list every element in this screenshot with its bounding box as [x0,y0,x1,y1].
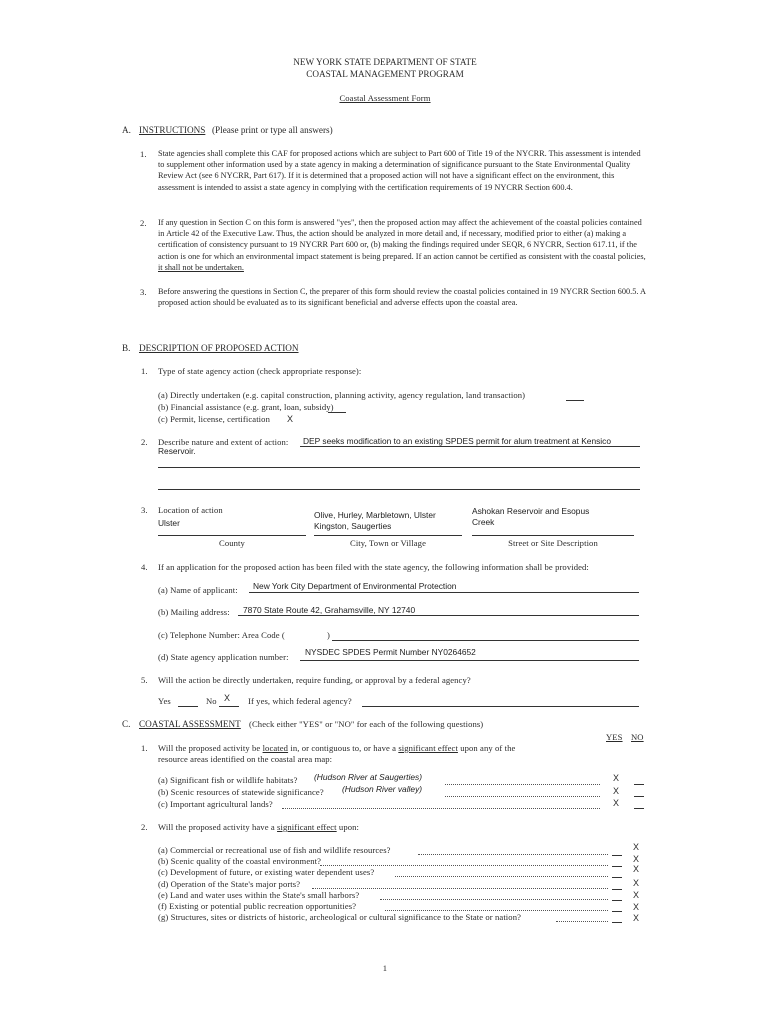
c1-number: 1. [141,743,148,753]
leader-dots [385,910,608,911]
instruction-1-text: State agencies shall complete this CAF for proposed actions which are subject to Part 600 of Title 19 of the NYCRR. This assessment is intended to supplement other information used by a state agency in making a determination of significance pursuant to the State Environmental Quality Review Act (see 6 NYCRR, Part 617). If it is determined that a proposed action will not have a significant effect on the environment, this assessment is intended to assist a state agency in complying with the certification requirements of 19 NYCRR Section 600.4. [158,149,641,192]
leader-dots [320,865,608,866]
b3-city-line [314,535,462,536]
b5-number: 5. [141,675,148,685]
c2f-no-mark[interactable]: X [633,902,640,912]
c1a-no-blank[interactable] [634,784,644,785]
b2-question: Describe nature and extent of action: [158,437,289,447]
b4d-application-number-value[interactable]: NYSDEC SPDES Permit Number NY0264652 [305,647,476,657]
c1-text-post: upon any of the [460,743,516,753]
b3-street-value-line1[interactable]: Ashokan Reservoir and Esopus [472,506,590,516]
c2e-no-mark[interactable]: X [633,890,640,900]
b3-city-value-line2[interactable]: Kingston, Saugerties [314,521,392,531]
b1c-option: (c) Permit, license, certification [158,414,270,424]
instruction-2-paragraph [158,217,646,273]
c1c-yes-mark[interactable]: X [613,798,620,808]
b3-city-label: City, Town or Village [349,538,426,548]
c2f-yes-blank[interactable] [612,911,622,912]
c2a-label: (a) Commercial or recreational use of fish and wildlife resources? [158,845,391,855]
c1b-note[interactable]: (Hudson River valley) [342,784,423,794]
b2-blank-line[interactable] [158,489,640,490]
leader-dots [445,784,600,785]
b4d-label: (d) State agency application number: [158,652,289,662]
c1b-label: (b) Scenic resources of statewide significance? [158,787,324,797]
c1a-yes-mark[interactable]: X [613,773,620,783]
header-department: NEW YORK STATE DEPARTMENT OF STATE [293,57,477,67]
c2g-no-mark[interactable]: X [633,913,640,923]
leader-dots [556,921,608,922]
b3-question: Location of action [158,505,223,515]
c1c-label: (c) Important agricultural lands? [158,799,273,809]
c2d-label: (d) Operation of the State's major ports? [158,879,301,889]
leader-dots [380,899,608,900]
c1a-label: (a) Significant fish or wildlife habitats? [158,775,298,785]
c1c-no-blank[interactable] [634,808,644,809]
c2-text-pre: Will the proposed activity have a [158,822,275,832]
c2b-yes-blank[interactable] [612,866,622,867]
b2-answer-line1[interactable]: DEP seeks modification to an existing SPDES permit for alum treatment at Kensico [303,436,611,446]
b5-no-check-mark[interactable]: X [224,693,231,703]
b1a-blank[interactable] [566,400,584,401]
b2-answer-line2[interactable]: Reservoir. [158,446,196,456]
c1-question [158,743,515,753]
section-c-title: COASTAL ASSESSMENT [139,719,241,729]
b4c-phone-line[interactable] [332,640,639,641]
section-c-label: C. [122,719,131,729]
b4a-applicant-value[interactable]: New York City Department of Environmental Protection [253,581,457,591]
c1b-no-blank[interactable] [634,796,644,797]
c2g-label: (g) Structures, sites or districts of historic, archeological or cultural significance to the State or nation? [158,912,521,922]
c2-question [158,822,359,832]
b4d-line [300,660,639,661]
leader-dots [282,808,600,809]
c1-text-mid: in, or contiguous to, or have a [290,743,397,753]
page-number: 1 [382,963,388,973]
b5-yes-blank[interactable] [178,706,198,707]
b3-street-line [472,535,634,536]
c2c-yes-blank[interactable] [612,877,622,878]
b3-street-value-line2[interactable]: Creek [472,517,495,527]
b4b-address-value[interactable]: 7870 State Route 42, Grahamsville, NY 12740 [243,605,416,615]
c2f-label: (f) Existing or potential public recreation opportunities? [158,901,357,911]
section-c-subtitle: (Check either "YES" or "NO" for each of the following questions) [249,719,484,729]
leader-dots [418,854,608,855]
instruction-1-number: 1. [140,149,147,159]
section-a-title: INSTRUCTIONS [139,125,206,135]
b4-question: If an application for the proposed action has been filed with the state agency, the following information shall be provided: [158,562,589,572]
b3-county-label: County [219,538,245,548]
section-b-title: DESCRIPTION OF PROPOSED ACTION [139,343,299,353]
b3-county-value[interactable]: Ulster [158,518,180,528]
instruction-3-text: Before answering the questions in Section C, the preparer of this form should review the coastal policies contained in 19 NYCRR Section 600.5. A proposed action should be evaluated as to its significant beneficial and adverse effects upon the coastal area. [158,287,646,308]
c2c-label: (c) Development of future, or existing water dependent uses? [158,867,375,877]
b4a-label: (a) Name of applicant: [158,585,238,595]
b4c-close-paren: ) [327,630,330,640]
c2e-yes-blank[interactable] [612,900,622,901]
c2d-yes-blank[interactable] [612,889,622,890]
section-b-label: B. [122,343,131,353]
b1b-blank[interactable] [328,412,346,413]
b3-county-line [158,535,306,536]
b3-number: 3. [141,505,148,515]
c2-text-post: upon: [338,822,359,832]
b4c-label: (c) Telephone Number: Area Code ( [158,630,285,640]
c2a-yes-blank[interactable] [612,855,622,856]
b1b-option: (b) Financial assistance (e.g. grant, loan, subsidy) [158,402,334,412]
form-title: Coastal Assessment Form [339,93,431,103]
no-column-header: NO [631,732,644,742]
b5-no-label: No [206,696,217,706]
b4b-label: (b) Mailing address: [158,607,230,617]
leader-dots [445,796,600,797]
c2b-no-mark[interactable]: X [633,854,640,864]
yes-column-header: YES [606,732,623,742]
header-program: COASTAL MANAGEMENT PROGRAM [306,69,464,79]
c2c-no-mark[interactable]: X [633,864,640,874]
b5-federal-agency-line[interactable] [362,706,639,707]
instruction-2-number: 2. [140,218,147,228]
c1-significant-effect: significant effect [398,743,458,753]
c1a-note[interactable]: (Hudson River at Saugerties) [314,772,422,782]
b4-number: 4. [141,562,148,572]
b2-number: 2. [141,437,148,447]
b5-yes-label: Yes [158,696,171,706]
section-a-label: A. [122,125,131,135]
b1c-check-mark[interactable]: X [287,414,294,424]
c2a-no-mark[interactable]: X [633,842,640,852]
c2e-label: (e) Land and water uses within the State's small harbors? [158,890,360,900]
c1-question-line2: resource areas identified on the coastal area map: [158,754,333,764]
b3-street-label: Street or Site Description [508,538,598,548]
b3-city-value-line1[interactable]: Olive, Hurley, Marbletown, Ulster [314,510,436,520]
b5-no-blank [219,706,239,707]
b5-if-yes-label: If yes, which federal agency? [248,696,352,706]
b2-answer-underline [300,446,640,447]
c2g-yes-blank[interactable] [612,922,622,923]
instruction-2-emphasis: it shall not be undertaken. [158,262,244,272]
instruction-2-text: If any question in Section C on this form is answered "yes", then the proposed action may affect the achievement of the coastal policies contained in Article 42 of the Executive Law. Thus, the action should be analyzed in more detail and, if necessary, modified prior to either (a) making a certification of consistency pursuant to 19 NYCRR Part 600 or, (b) making the findings required under SEQR, 6 NYCRR, Section 617.11, if the action is one for which an environmental impact statement is being prepared. If an action cannot be certified as consistent with the coastal policies, [158,218,646,261]
leader-dots [312,888,608,889]
instruction-3-number: 3. [140,287,147,297]
b1-number: 1. [141,366,148,376]
b4a-line [249,592,639,593]
b1-question: Type of state agency action (check appropriate response): [158,366,362,376]
c1-located: located [262,743,289,753]
c2-significant-effect: significant effect [277,822,337,832]
b2-blank-line[interactable] [158,467,640,468]
leader-dots [395,876,608,877]
b1a-option: (a) Directly undertaken (e.g. capital construction, planning activity, agency regulation, land transaction) [158,390,526,400]
c2b-label: (b) Scenic quality of the coastal environment? [158,856,322,866]
b5-question: Will the action be directly undertaken, require funding, or approval by a federal agency? [158,675,471,685]
c1-text-pre: Will the proposed activity be [158,743,261,753]
c2-number: 2. [141,822,148,832]
section-a-subtitle: (Please print or type all answers) [212,125,333,135]
c1b-yes-mark[interactable]: X [613,786,620,796]
c2d-no-mark[interactable]: X [633,878,640,888]
b4b-line [238,615,639,616]
